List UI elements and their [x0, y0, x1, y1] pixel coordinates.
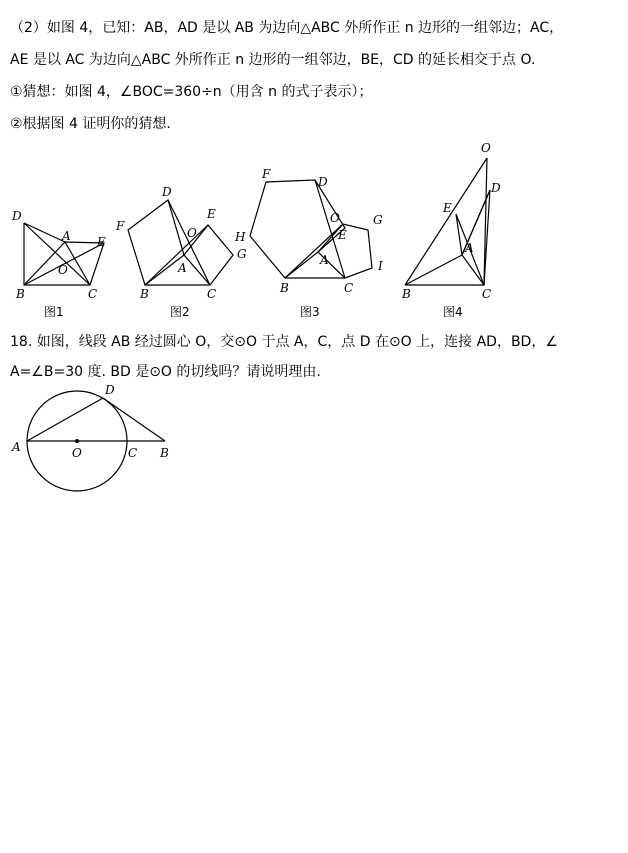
problem17-line1: （2）如图 4，已知：AB，AD 是以 AB 为边向△ABC 外所作正 n 边形的一组邻边；AC，: [10, 20, 564, 36]
fig4-label-C: C: [482, 287, 492, 301]
fig3-label-B: B: [280, 281, 289, 295]
problem17-line3: ①猜想：如图 4，∠BOC=360÷n（用含 n 的式子表示）；: [10, 84, 373, 100]
fig4-label-E: E: [443, 201, 452, 215]
fig4-label-B: B: [402, 287, 411, 301]
fig1-label-B: B: [16, 287, 25, 301]
figure-4-drawing: [405, 158, 490, 285]
fig2-label-A: A: [178, 261, 187, 275]
fig2-label-E: E: [207, 207, 216, 221]
fig2-label-B: B: [140, 287, 149, 301]
fig3-label-G: G: [373, 213, 383, 227]
fig2-label-G: G: [237, 247, 247, 261]
fig3-label-A: A: [320, 253, 329, 267]
fig3-label-I: I: [378, 259, 383, 273]
fig3-label-D: D: [318, 175, 328, 189]
problem18-line1: 18. 如图，线段 AB 经过圆心 O，交⊙O 于点 A，C，点 D 在⊙O 上，连接 AD，BD，∠: [10, 334, 558, 350]
problem17-line4: ②根据图 4 证明你的猜想.: [10, 116, 171, 132]
fig1-label-E: E: [97, 235, 106, 249]
fig4-caption: 图4: [443, 305, 463, 319]
fig1-label-O: O: [58, 263, 68, 277]
fig3-label-F: F: [262, 167, 271, 181]
fig18-label-D: D: [105, 383, 115, 397]
fig2-label-O: O: [187, 226, 197, 240]
fig3-label-C: C: [344, 281, 354, 295]
fig3-caption: 图3: [300, 305, 320, 319]
circle-tangent-figure: [0, 378, 200, 498]
figure-3-drawing: [250, 180, 372, 278]
problem18-line2: A=∠B=30 度. BD 是⊙O 的切线吗？请说明理由.: [10, 364, 321, 380]
center-point-o: [75, 439, 79, 443]
fig2-label-F: F: [116, 219, 125, 233]
fig4-label-D: D: [491, 181, 501, 195]
geometry-figures: [0, 140, 628, 325]
fig18-label-C: C: [128, 446, 138, 460]
fig3-label-O: O: [330, 211, 340, 225]
segment-bd: [103, 398, 165, 441]
fig1-label-C: C: [88, 287, 98, 301]
problem17-line2: AE 是以 AC 为边向△ABC 外所作正 n 边形的一组邻边，BE，CD 的延长相交于点 O.: [10, 52, 536, 68]
fig18-label-A: A: [12, 440, 21, 454]
fig2-caption: 图2: [170, 305, 190, 319]
fig1-caption: 图1: [44, 305, 64, 319]
fig18-label-B: B: [160, 446, 169, 460]
segment-ad: [27, 398, 103, 441]
fig4-label-A: A: [465, 241, 474, 255]
fig2-label-D: D: [162, 185, 172, 199]
fig1-label-D: D: [12, 209, 22, 223]
fig3-label-H: H: [235, 230, 246, 244]
fig1-label-A: A: [62, 229, 71, 243]
fig4-label-O: O: [481, 141, 491, 155]
fig18-label-O: O: [72, 446, 82, 460]
fig3-label-E: E: [338, 228, 347, 242]
fig2-label-C: C: [207, 287, 217, 301]
